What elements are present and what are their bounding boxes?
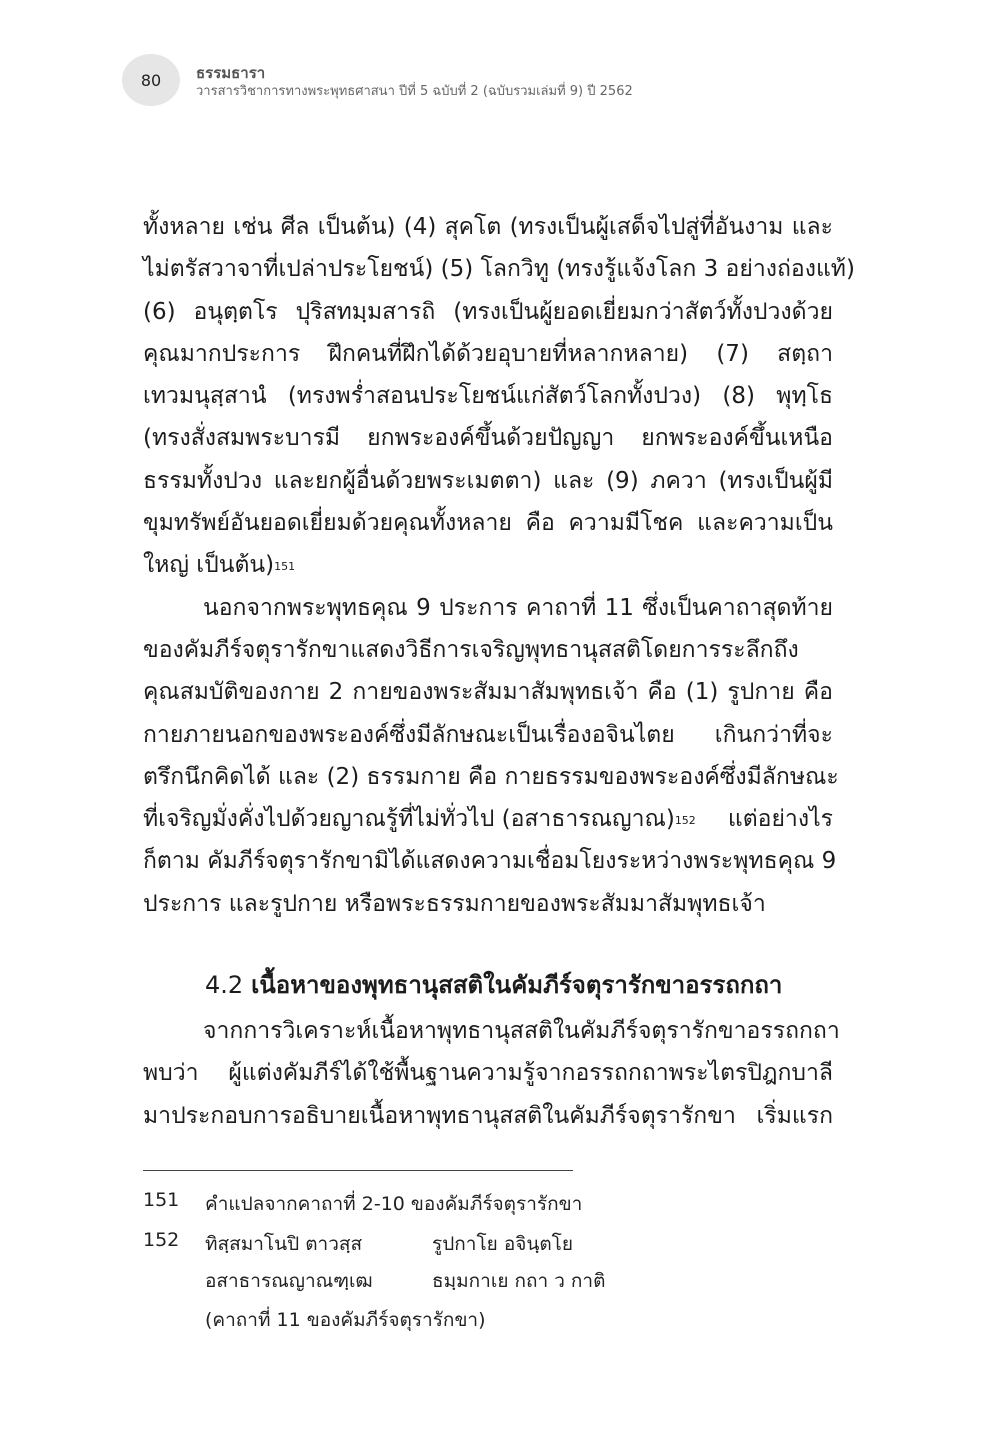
footnote-152-verse2-a: อสาธารณญาณฑฺเฒ <box>205 1270 373 1292</box>
page-number-badge <box>122 54 180 106</box>
text-line: พบว่า ผู้แต่งคัมภีร์ได้ใช้พื้นฐานความรู้จากอรรถกถาพระไตรปิฎกบาลี <box>143 1060 833 1087</box>
text-line: ขุมทรัพย์อันยอดเยี่ยมด้วยคุณทั้งหลาย คือ ความมีโชค และความเป็น <box>143 510 833 537</box>
text-line: มาประกอบการอธิบายเนื้อหาพุทธานุสสติในคัมภีร์จตุรารักขา เริ่มแรก <box>143 1102 833 1129</box>
footnote-152-verse2-b: ธมฺมกาเย กถา ว กาติ <box>432 1270 606 1292</box>
footnote-ref-152[interactable]: 152 <box>674 814 696 828</box>
text-line: ตรึกนึกคิดได้ และ (2) ธรรมกาย คือ กายธรรมของพระองค์ซึ่งมีลักษณะ <box>143 763 839 790</box>
text-line-with-ref <box>143 798 833 840</box>
text-line-last: ประการ และรูปกาย หรือพระธรรมกายของพระสัมมาสัมพุทธเจ้า <box>143 890 766 917</box>
text-line: (6) อนุตฺตโร ปุริสทมฺมสารถิ (ทรงเป็นผู้ยอดเยี่ยมกว่าสัตว์ทั้งปวงด้วย <box>143 298 833 325</box>
text-line: เทวมนุสฺสานํ (ทรงพร่ำสอนประโยชน์แก่สัตว์โลกทั้งปวง) (8) พุทฺโธ <box>143 383 833 410</box>
text-line: คุณสมบัติของกาย 2 กายของพระสัมมาสัมพุทธเจ้า คือ (1) รูปกาย คือ <box>143 679 833 706</box>
text-line-content: ที่เจริญมั่งคั่งไปด้วยญาณรู้ที่ไม่ทั่วไป (อสาธารณญาณ) <box>143 806 675 833</box>
footnote-151-text: คำแปลจากคาถาที่ 2-10 ของคัมภีร์จตุรารักขา <box>205 1193 583 1215</box>
section-number: 4.2 <box>205 971 244 999</box>
text-line: คุณมากประการ ฝึกคนที่ฝึกได้ด้วยอุบายที่หลากหลาย) (7) สตฺถา <box>143 340 833 367</box>
paragraph-continuation <box>143 206 855 925</box>
footnote-152-number: 152 <box>143 1229 180 1251</box>
section-title: เนื้อหาของพุทธานุสสติในคัมภีร์จตุรารักขาอรรถกถา <box>251 971 783 999</box>
footnote-152-source: (คาถาที่ 11 ของคัมภีร์จตุรารักขา) <box>205 1309 486 1331</box>
text-line: ทั้งหลาย เช่น ศีล เป็นต้น) (4) สุคโต (ทรงเป็นผู้เสด็จไปสู่ที่อันงาม และ <box>143 214 833 240</box>
paragraph-section <box>143 1010 840 1137</box>
footnote-divider <box>143 1170 573 1171</box>
text-line-content: ใหญ่ เป็นต้น) <box>143 552 275 579</box>
text-line: ไม่ตรัสวาจาที่เปล่าประโยชน์) (5) โลกวิทู (ทรงรู้แจ้งโลก 3 อย่างถ่องแท้) <box>143 256 855 283</box>
text-line-last <box>143 544 833 586</box>
journal-name: ธรรมธารา <box>196 64 266 82</box>
text-line: ของคัมภีร์จตุรารักขาแสดงวิธีการเจริญพุทธานุสสติโดยการระลึกถึง <box>143 636 799 663</box>
text-line: (ทรงสั่งสมพระบารมี ยกพระองค์ขึ้นด้วยปัญญา ยกพระองค์ขึ้นเหนือ <box>143 425 833 452</box>
text-line-indent: จากการวิเคราะห์เนื้อหาพุทธานุสสติในคัมภีร์จตุรารักขาอรรถกถา <box>203 1018 840 1044</box>
footnote-151-number: 151 <box>143 1189 180 1211</box>
text-line-content: แต่อย่างไร <box>727 806 833 833</box>
journal-subtitle: วารสารวิชาการทางพระพุทธศาสนา ปีที่ 5 ฉบับที่ 2 (ฉบับรวมเล่มที่ 9) ปี 2562 <box>196 84 633 99</box>
page-number: 80 <box>140 70 162 90</box>
footnote-152-verse1-a: ทิสฺสมาโนปิ ตาวสฺส <box>205 1233 363 1255</box>
section-heading <box>205 965 782 1004</box>
text-line: กายภายนอกของพระองค์ซึ่งมีลักษณะเป็นเรื่องอจินไตย เกินกว่าที่จะ <box>143 721 833 748</box>
running-header <box>196 64 633 101</box>
text-line-indent: นอกจากพระพุทธคุณ 9 ประการ คาถาที่ 11 ซึ่งเป็นคาถาสุดท้าย <box>203 594 833 621</box>
text-line: ก็ตาม คัมภีร์จตุรารักขามิได้แสดงความเชื่อมโยงระหว่างพระพุทธคุณ 9 <box>143 848 837 875</box>
footnote-ref-151[interactable]: 151 <box>274 560 296 574</box>
footnote-152-verse1-b: รูปกาโย อจินฺตโย <box>432 1233 574 1255</box>
text-line-segment <box>143 798 696 840</box>
text-line: ธรรมทั้งปวง และยกผู้อื่นด้วยพระเมตตา) และ (9) ภควา (ทรงเป็นผู้มี <box>143 467 833 494</box>
